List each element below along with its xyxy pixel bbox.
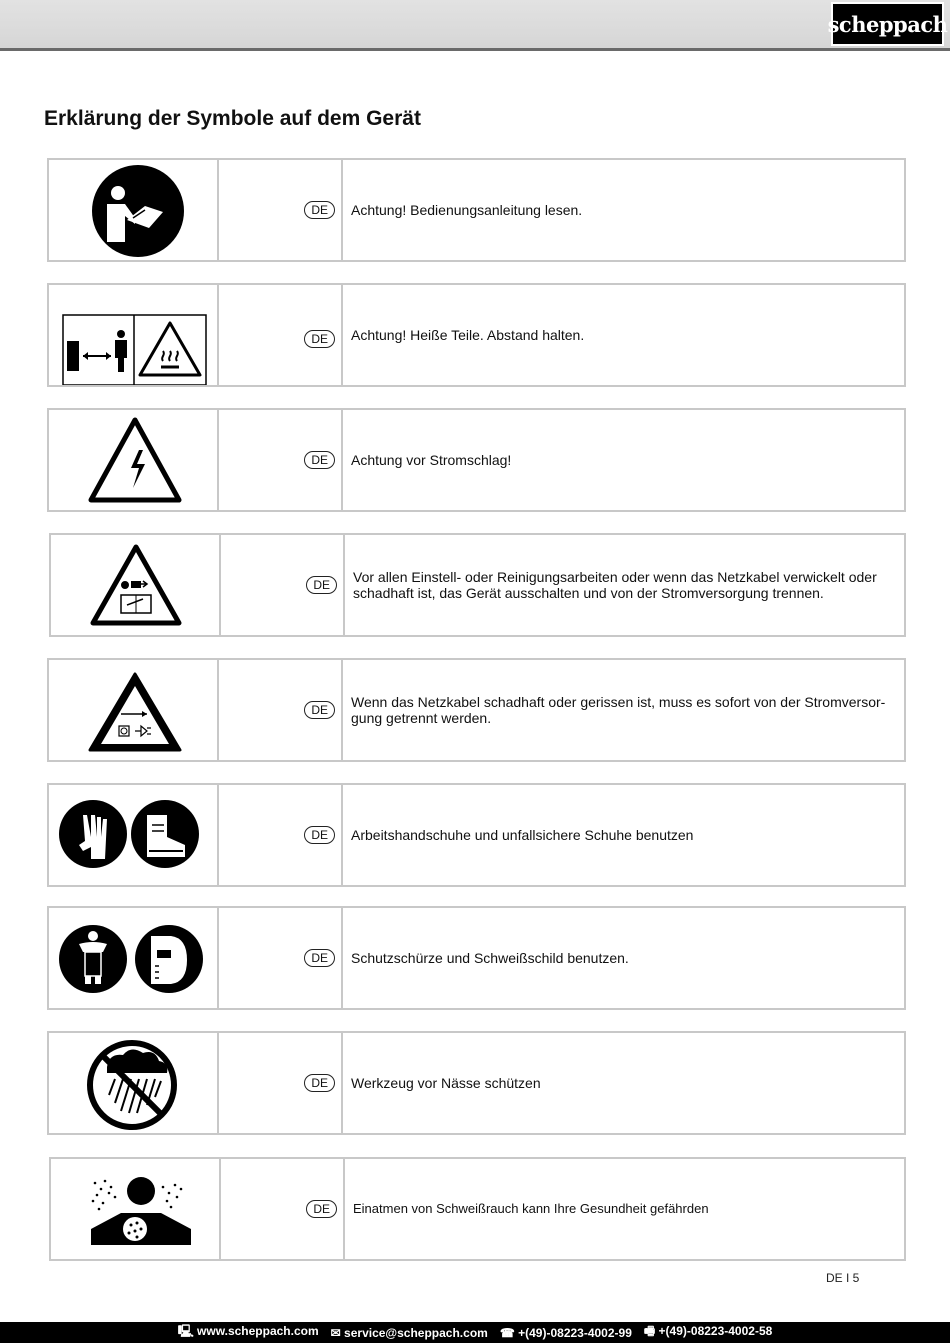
scheppach-logo[interactable]: scheppach: [831, 2, 944, 46]
footer-web[interactable]: 🖳 www.scheppach.com: [177, 1324, 319, 1338]
no-rain-icon: [49, 1033, 217, 1133]
symbol-row: [47, 783, 906, 887]
language-badge: DE: [304, 201, 335, 219]
footer-phone[interactable]: ☎ +(49)-08223-4002-99: [499, 1325, 632, 1340]
unplug-before-maintenance-icon: [51, 535, 219, 635]
header-bar: [0, 0, 950, 51]
apron-welding-shield-icon: [49, 908, 217, 1008]
symbol-row: [47, 408, 906, 512]
read-manual-icon: [49, 160, 217, 260]
symbol-row: [49, 1157, 906, 1261]
language-badge: DE: [306, 576, 337, 594]
welding-fumes-icon: [51, 1159, 219, 1259]
footer-email[interactable]: ✉ service@scheppach.com: [330, 1325, 488, 1340]
page-number: DE I 5: [826, 1271, 860, 1285]
gloves-boots-icon: [49, 785, 217, 885]
language-badge: DE: [304, 949, 335, 967]
mail-icon: ✉: [330, 1325, 341, 1340]
symbol-description: Achtung! Heiße Teile. Abstand halten.: [351, 327, 585, 343]
footer-fax[interactable]: 🖷 +(49)-08223-4002-58: [643, 1324, 773, 1338]
footer-bar: [0, 1322, 950, 1343]
symbol-row: [47, 658, 906, 762]
language-badge: DE: [304, 1074, 335, 1092]
symbol-row: [47, 906, 906, 1010]
symbol-description: Arbeitshandschuhe und unfallsichere Schuhe benutzen: [351, 827, 694, 843]
computer-icon: 🖳: [177, 1324, 194, 1338]
page-title: Erklärung der Symbole auf dem Gerät: [44, 107, 421, 130]
fax-icon: 🖷: [643, 1324, 656, 1338]
language-badge: DE: [306, 1200, 337, 1218]
symbol-row: [49, 533, 906, 637]
symbol-row: [47, 1031, 906, 1135]
disconnect-damaged-cable-icon: [49, 660, 217, 760]
electric-shock-icon: [49, 410, 217, 510]
symbol-description: Schutzschürze und Schweißschild benutzen.: [351, 950, 629, 966]
language-badge: DE: [304, 451, 335, 469]
symbol-description: Vor allen Einstell- oder Reinigungsarbeiten oder wenn das Netzkabel verwickelt oder schadhaft ist, das Gerät ausschalten und von der Stromversorgung trennen.: [353, 569, 877, 601]
symbol-description: Achtung vor Stromschlag!: [351, 452, 512, 468]
symbol-row: [47, 283, 906, 387]
symbol-description: Achtung! Bedienungsanleitung lesen.: [351, 202, 583, 218]
symbol-row: [47, 158, 906, 262]
symbol-description: Wenn das Netzkabel schadhaft oder gerissen ist, muss es sofort von der Stromversor- gung getrennt werden.: [351, 694, 886, 726]
language-badge: DE: [304, 826, 335, 844]
language-badge: DE: [304, 701, 335, 719]
hot-surface-distance-icon: [49, 285, 217, 385]
phone-icon: ☎: [499, 1325, 515, 1340]
language-badge: DE: [304, 330, 335, 348]
symbol-description: Werkzeug vor Nässe schützen: [351, 1075, 541, 1091]
symbol-description: Einatmen von Schweißrauch kann Ihre Gesundheit gefährden: [353, 1201, 709, 1216]
